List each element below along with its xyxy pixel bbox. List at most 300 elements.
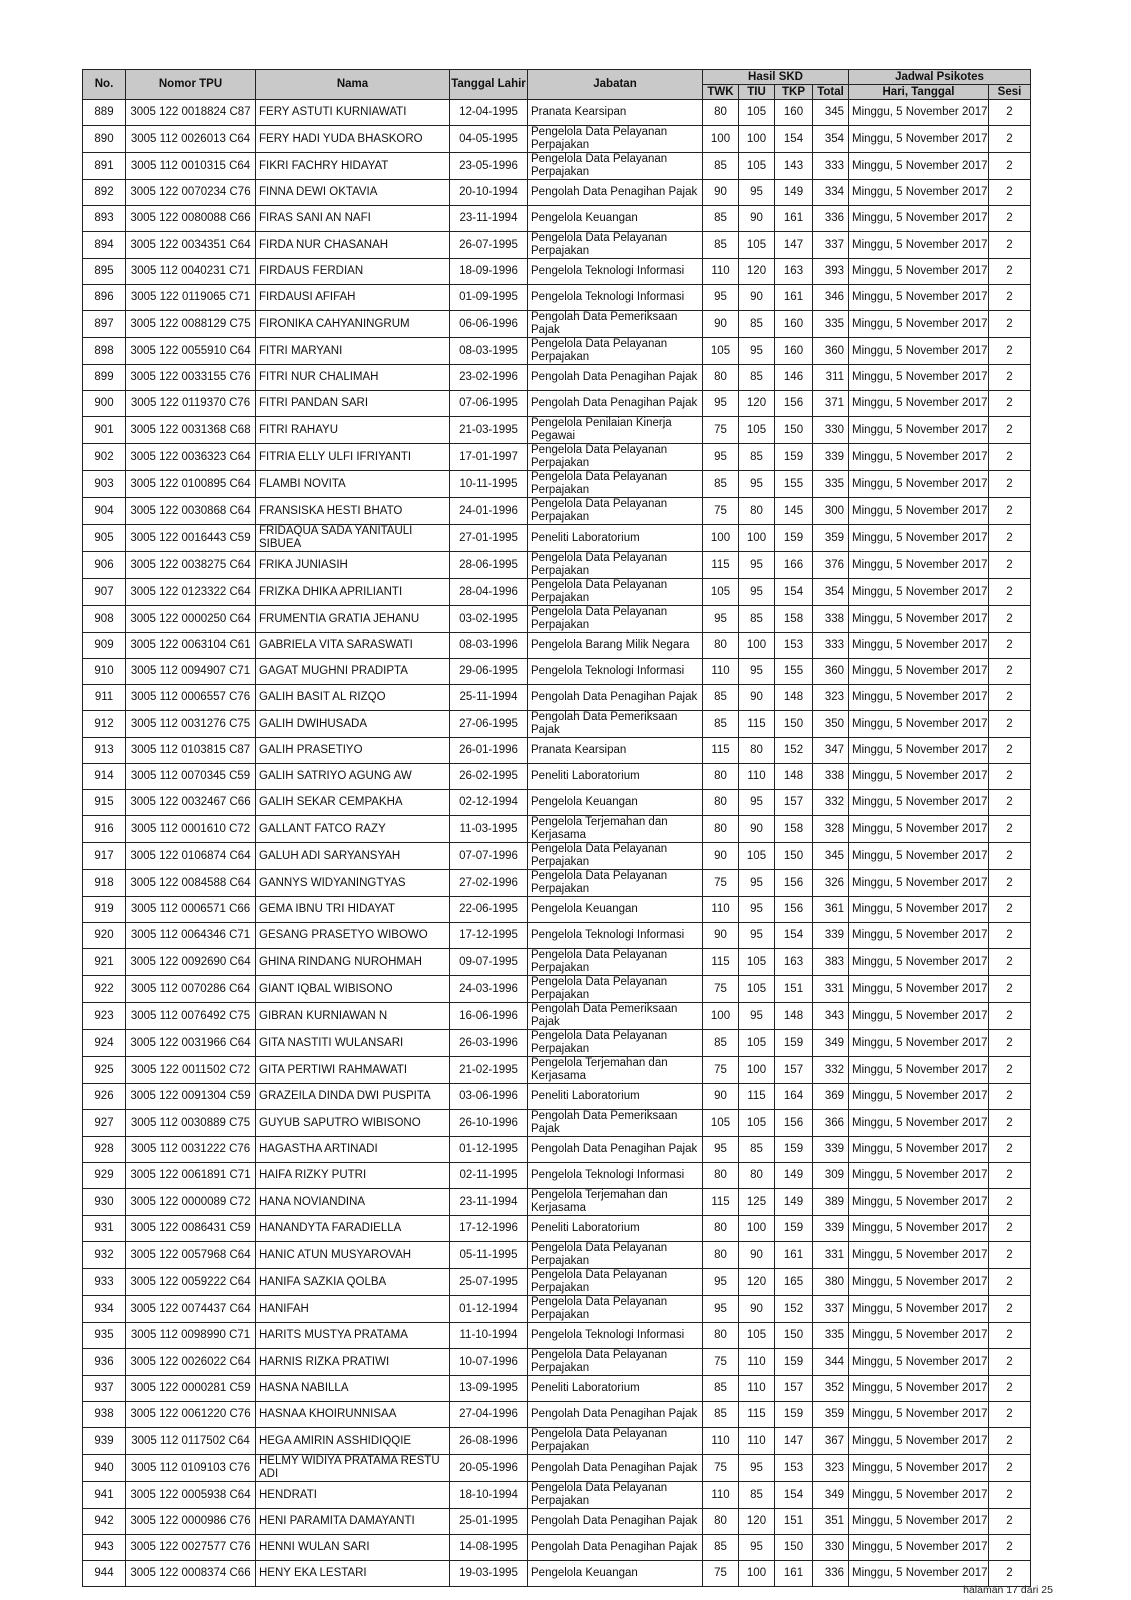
cell-sesi: 2 [989, 471, 1031, 498]
cell-nama: HANA NOVIANDINA [256, 1189, 450, 1216]
cell-tanggal-lahir: 23-05-1996 [450, 153, 528, 180]
cell-tiu: 100 [739, 1561, 775, 1587]
cell-nama: FIRDA NUR CHASANAH [256, 232, 450, 259]
cell-hari-tanggal: Minggu, 5 November 2017 [849, 365, 989, 391]
header-tkp: TKP [775, 85, 813, 100]
cell-nomor-tpu: 3005 122 0057968 C64 [126, 1242, 256, 1269]
cell-tanggal-lahir: 25-07-1995 [450, 1269, 528, 1296]
cell-twk: 80 [703, 1323, 739, 1349]
cell-nomor-tpu: 3005 122 0084588 C64 [126, 870, 256, 897]
cell-no: 924 [83, 1030, 126, 1057]
cell-jabatan: Pengelola Data Pelayanan Perpajakan [528, 1349, 703, 1376]
cell-sesi: 2 [989, 180, 1031, 206]
cell-tkp: 157 [775, 1057, 813, 1084]
cell-tiu: 85 [739, 444, 775, 471]
cell-tiu: 100 [739, 126, 775, 153]
cell-jabatan: Pengolah Data Pemeriksaan Pajak [528, 1110, 703, 1137]
table-row [83, 606, 1031, 633]
cell-sesi: 2 [989, 1030, 1031, 1057]
cell-nama: GEMA IBNU TRI HIDAYAT [256, 897, 450, 923]
cell-tiu: 115 [739, 711, 775, 738]
cell-nama: FIKRI FACHRY HIDAYAT [256, 153, 450, 180]
cell-nama: FLAMBI NOVITA [256, 471, 450, 498]
cell-tkp: 156 [775, 1110, 813, 1137]
cell-total: 393 [813, 259, 849, 285]
cell-nama: HELMY WIDIYA PRATAMA RESTU ADI [256, 1455, 450, 1482]
cell-jabatan: Pengelola Teknologi Informasi [528, 659, 703, 685]
cell-tanggal-lahir: 27-02-1996 [450, 870, 528, 897]
cell-jabatan: Pengolah Data Pemeriksaan Pajak [528, 311, 703, 338]
cell-nama: HANIFA SAZKIA QOLBA [256, 1269, 450, 1296]
cell-jabatan: Pengelola Data Pelayanan Perpajakan [528, 1482, 703, 1509]
cell-jabatan: Pengelola Keuangan [528, 206, 703, 232]
cell-hari-tanggal: Minggu, 5 November 2017 [849, 338, 989, 365]
cell-no: 909 [83, 633, 126, 659]
table-body [83, 100, 1031, 1587]
cell-twk: 95 [703, 1137, 739, 1163]
cell-no: 943 [83, 1535, 126, 1561]
cell-sesi: 2 [989, 870, 1031, 897]
cell-nama: HAGASTHA ARTINADI [256, 1137, 450, 1163]
cell-sesi: 2 [989, 1003, 1031, 1030]
cell-hari-tanggal: Minggu, 5 November 2017 [849, 1110, 989, 1137]
cell-nomor-tpu: 3005 112 0117502 C64 [126, 1428, 256, 1455]
cell-jabatan: Pengelola Data Pelayanan Perpajakan [528, 153, 703, 180]
cell-total: 331 [813, 976, 849, 1003]
cell-total: 334 [813, 180, 849, 206]
cell-total: 371 [813, 391, 849, 417]
cell-sesi: 2 [989, 1216, 1031, 1242]
cell-tiu: 95 [739, 579, 775, 606]
cell-no: 908 [83, 606, 126, 633]
cell-tiu: 95 [739, 897, 775, 923]
cell-sesi: 2 [989, 1482, 1031, 1509]
cell-total: 359 [813, 1402, 849, 1428]
cell-tkp: 164 [775, 1084, 813, 1110]
cell-hari-tanggal: Minggu, 5 November 2017 [849, 1482, 989, 1509]
cell-twk: 110 [703, 259, 739, 285]
cell-no: 925 [83, 1057, 126, 1084]
cell-tkp: 148 [775, 685, 813, 711]
cell-twk: 85 [703, 206, 739, 232]
cell-nomor-tpu: 3005 112 0026013 C64 [126, 126, 256, 153]
cell-nomor-tpu: 3005 122 0005938 C64 [126, 1482, 256, 1509]
cell-nomor-tpu: 3005 112 0010315 C64 [126, 153, 256, 180]
cell-tanggal-lahir: 07-06-1995 [450, 391, 528, 417]
cell-jabatan: Pengelola Keuangan [528, 790, 703, 816]
cell-nomor-tpu: 3005 112 0040231 C71 [126, 259, 256, 285]
cell-hari-tanggal: Minggu, 5 November 2017 [849, 417, 989, 444]
cell-nama: FITRI RAHAYU [256, 417, 450, 444]
cell-nama: HASNA NABILLA [256, 1376, 450, 1402]
cell-hari-tanggal: Minggu, 5 November 2017 [849, 1030, 989, 1057]
cell-no: 936 [83, 1349, 126, 1376]
cell-tanggal-lahir: 10-07-1996 [450, 1349, 528, 1376]
table-row [83, 1561, 1031, 1587]
cell-twk: 80 [703, 816, 739, 843]
cell-no: 942 [83, 1509, 126, 1535]
table-row [83, 1482, 1031, 1509]
header-jadwal-psikotes: Jadwal Psikotes [849, 70, 1031, 85]
cell-no: 935 [83, 1323, 126, 1349]
cell-hari-tanggal: Minggu, 5 November 2017 [849, 923, 989, 949]
cell-tiu: 120 [739, 1509, 775, 1535]
cell-sesi: 2 [989, 232, 1031, 259]
cell-nama: GALIH BASIT AL RIZQO [256, 685, 450, 711]
cell-twk: 90 [703, 311, 739, 338]
cell-tanggal-lahir: 20-05-1996 [450, 1455, 528, 1482]
cell-total: 338 [813, 764, 849, 790]
cell-sesi: 2 [989, 949, 1031, 976]
cell-nama: GALIH PRASETIYO [256, 738, 450, 764]
cell-tiu: 90 [739, 206, 775, 232]
cell-twk: 85 [703, 711, 739, 738]
cell-total: 354 [813, 126, 849, 153]
cell-nomor-tpu: 3005 112 0001610 C72 [126, 816, 256, 843]
table-row [83, 259, 1031, 285]
cell-jabatan: Pengolah Data Penagihan Pajak [528, 391, 703, 417]
cell-jabatan: Peneliti Laboratorium [528, 1376, 703, 1402]
cell-hari-tanggal: Minggu, 5 November 2017 [849, 232, 989, 259]
cell-twk: 85 [703, 1535, 739, 1561]
cell-total: 350 [813, 711, 849, 738]
cell-sesi: 2 [989, 1349, 1031, 1376]
cell-total: 330 [813, 1535, 849, 1561]
table-header [83, 70, 1031, 100]
cell-sesi: 2 [989, 417, 1031, 444]
cell-tiu: 100 [739, 1216, 775, 1242]
cell-nama: FIRONIKA CAHYANINGRUM [256, 311, 450, 338]
cell-tkp: 154 [775, 923, 813, 949]
cell-twk: 80 [703, 790, 739, 816]
cell-total: 366 [813, 1110, 849, 1137]
table-row [83, 552, 1031, 579]
table-row [83, 232, 1031, 259]
cell-tanggal-lahir: 17-01-1997 [450, 444, 528, 471]
cell-nama: FIRAS SANI AN NAFI [256, 206, 450, 232]
cell-sesi: 2 [989, 976, 1031, 1003]
cell-tanggal-lahir: 18-10-1994 [450, 1482, 528, 1509]
cell-tkp: 150 [775, 1535, 813, 1561]
cell-nama: FERY HADI YUDA BHASKORO [256, 126, 450, 153]
cell-nomor-tpu: 3005 122 0000986 C76 [126, 1509, 256, 1535]
cell-nama: GIANT IQBAL WIBISONO [256, 976, 450, 1003]
cell-tkp: 163 [775, 949, 813, 976]
table-row [83, 100, 1031, 126]
cell-tiu: 80 [739, 498, 775, 525]
cell-tkp: 156 [775, 897, 813, 923]
cell-twk: 85 [703, 471, 739, 498]
cell-total: 349 [813, 1030, 849, 1057]
cell-no: 902 [83, 444, 126, 471]
cell-tkp: 156 [775, 870, 813, 897]
table-row [83, 738, 1031, 764]
cell-nomor-tpu: 3005 122 0086431 C59 [126, 1216, 256, 1242]
cell-hari-tanggal: Minggu, 5 November 2017 [849, 153, 989, 180]
cell-jabatan: Pengelola Data Pelayanan Perpajakan [528, 444, 703, 471]
cell-jabatan: Pengelola Penilaian Kinerja Pegawai [528, 417, 703, 444]
cell-sesi: 2 [989, 1323, 1031, 1349]
cell-tanggal-lahir: 18-09-1996 [450, 259, 528, 285]
cell-no: 905 [83, 525, 126, 552]
cell-nama: HARNIS RIZKA PRATIWI [256, 1349, 450, 1376]
table-row [83, 1269, 1031, 1296]
cell-twk: 90 [703, 1084, 739, 1110]
table-row [83, 1296, 1031, 1323]
cell-tkp: 159 [775, 1030, 813, 1057]
header-sesi: Sesi [989, 85, 1031, 100]
cell-tkp: 159 [775, 1137, 813, 1163]
cell-sesi: 2 [989, 1509, 1031, 1535]
cell-nomor-tpu: 3005 122 0038275 C64 [126, 552, 256, 579]
cell-jabatan: Pengelola Teknologi Informasi [528, 1163, 703, 1189]
cell-tanggal-lahir: 07-07-1996 [450, 843, 528, 870]
cell-tkp: 158 [775, 816, 813, 843]
cell-hari-tanggal: Minggu, 5 November 2017 [849, 633, 989, 659]
cell-jabatan: Pengolah Data Penagihan Pajak [528, 685, 703, 711]
cell-sesi: 2 [989, 1084, 1031, 1110]
cell-no: 933 [83, 1269, 126, 1296]
cell-sesi: 2 [989, 897, 1031, 923]
cell-total: 360 [813, 338, 849, 365]
cell-tkp: 160 [775, 311, 813, 338]
cell-nama: FIRDAUS FERDIAN [256, 259, 450, 285]
cell-tkp: 151 [775, 1509, 813, 1535]
results-table [82, 69, 1031, 1587]
cell-tanggal-lahir: 13-09-1995 [450, 1376, 528, 1402]
cell-jabatan: Pengolah Data Penagihan Pajak [528, 1402, 703, 1428]
cell-nama: GIBRAN KURNIAWAN N [256, 1003, 450, 1030]
cell-no: 898 [83, 338, 126, 365]
table-row [83, 365, 1031, 391]
cell-nomor-tpu: 3005 122 0008374 C66 [126, 1561, 256, 1587]
cell-twk: 110 [703, 1482, 739, 1509]
table-row [83, 126, 1031, 153]
cell-tiu: 95 [739, 1535, 775, 1561]
cell-jabatan: Pranata Kearsipan [528, 100, 703, 126]
cell-jabatan: Pengelola Data Pelayanan Perpajakan [528, 1428, 703, 1455]
cell-tiu: 105 [739, 843, 775, 870]
cell-nama: GESANG PRASETYO WIBOWO [256, 923, 450, 949]
cell-twk: 105 [703, 338, 739, 365]
cell-hari-tanggal: Minggu, 5 November 2017 [849, 1163, 989, 1189]
cell-tanggal-lahir: 03-06-1996 [450, 1084, 528, 1110]
table-row [83, 498, 1031, 525]
header-jabatan: Jabatan [528, 70, 703, 100]
cell-tiu: 90 [739, 816, 775, 843]
cell-twk: 85 [703, 153, 739, 180]
cell-sesi: 2 [989, 1242, 1031, 1269]
cell-nama: GABRIELA VITA SARASWATI [256, 633, 450, 659]
cell-nama: HENNI WULAN SARI [256, 1535, 450, 1561]
header-tanggal-lahir: Tanggal Lahir [450, 70, 528, 100]
cell-tiu: 120 [739, 391, 775, 417]
cell-total: 300 [813, 498, 849, 525]
cell-twk: 85 [703, 685, 739, 711]
cell-nomor-tpu: 3005 122 0000089 C72 [126, 1189, 256, 1216]
cell-no: 910 [83, 659, 126, 685]
cell-tanggal-lahir: 25-01-1995 [450, 1509, 528, 1535]
cell-no: 922 [83, 976, 126, 1003]
cell-total: 326 [813, 870, 849, 897]
cell-twk: 75 [703, 1455, 739, 1482]
cell-tkp: 153 [775, 1455, 813, 1482]
cell-hari-tanggal: Minggu, 5 November 2017 [849, 1561, 989, 1587]
cell-tanggal-lahir: 02-12-1994 [450, 790, 528, 816]
cell-hari-tanggal: Minggu, 5 November 2017 [849, 659, 989, 685]
header-total: Total [813, 85, 849, 100]
cell-tanggal-lahir: 16-06-1996 [450, 1003, 528, 1030]
cell-tiu: 90 [739, 1296, 775, 1323]
cell-tiu: 95 [739, 1455, 775, 1482]
cell-tanggal-lahir: 01-12-1994 [450, 1296, 528, 1323]
cell-tiu: 105 [739, 976, 775, 1003]
cell-nama: FITRI PANDAN SARI [256, 391, 450, 417]
cell-tiu: 95 [739, 1003, 775, 1030]
cell-twk: 90 [703, 843, 739, 870]
cell-nomor-tpu: 3005 112 0031222 C76 [126, 1137, 256, 1163]
cell-nomor-tpu: 3005 122 0092690 C64 [126, 949, 256, 976]
cell-twk: 75 [703, 1561, 739, 1587]
cell-hari-tanggal: Minggu, 5 November 2017 [849, 1084, 989, 1110]
cell-jabatan: Peneliti Laboratorium [528, 1216, 703, 1242]
cell-nomor-tpu: 3005 122 0031966 C64 [126, 1030, 256, 1057]
cell-tiu: 95 [739, 870, 775, 897]
cell-sesi: 2 [989, 1428, 1031, 1455]
cell-tkp: 155 [775, 659, 813, 685]
cell-no: 906 [83, 552, 126, 579]
cell-hari-tanggal: Minggu, 5 November 2017 [849, 259, 989, 285]
table-row [83, 1376, 1031, 1402]
cell-total: 345 [813, 843, 849, 870]
cell-no: 911 [83, 685, 126, 711]
cell-sesi: 2 [989, 1376, 1031, 1402]
cell-tkp: 159 [775, 525, 813, 552]
cell-twk: 90 [703, 923, 739, 949]
cell-nama: FINNA DEWI OKTAVIA [256, 180, 450, 206]
cell-sesi: 2 [989, 923, 1031, 949]
cell-no: 893 [83, 206, 126, 232]
cell-jabatan: Pengelola Terjemahan dan Kerjasama [528, 816, 703, 843]
cell-total: 328 [813, 816, 849, 843]
cell-tiu: 90 [739, 285, 775, 311]
cell-hari-tanggal: Minggu, 5 November 2017 [849, 180, 989, 206]
cell-nama: FITRIA ELLY ULFI IFRIYANTI [256, 444, 450, 471]
cell-tkp: 159 [775, 1402, 813, 1428]
cell-nomor-tpu: 3005 122 0080088 C66 [126, 206, 256, 232]
cell-nomor-tpu: 3005 122 0000250 C64 [126, 606, 256, 633]
cell-twk: 85 [703, 1402, 739, 1428]
cell-total: 380 [813, 1269, 849, 1296]
cell-twk: 100 [703, 126, 739, 153]
cell-jabatan: Pengelola Barang Milik Negara [528, 633, 703, 659]
cell-nama: GALIH DWIHUSADA [256, 711, 450, 738]
cell-jabatan: Pengelola Data Pelayanan Perpajakan [528, 471, 703, 498]
cell-jabatan: Pengolah Data Penagihan Pajak [528, 365, 703, 391]
cell-hari-tanggal: Minggu, 5 November 2017 [849, 843, 989, 870]
cell-total: 332 [813, 790, 849, 816]
table-row [83, 285, 1031, 311]
cell-nomor-tpu: 3005 122 0074437 C64 [126, 1296, 256, 1323]
cell-hari-tanggal: Minggu, 5 November 2017 [849, 1535, 989, 1561]
cell-tanggal-lahir: 27-04-1996 [450, 1402, 528, 1428]
cell-nomor-tpu: 3005 122 0063104 C61 [126, 633, 256, 659]
cell-twk: 80 [703, 100, 739, 126]
cell-hari-tanggal: Minggu, 5 November 2017 [849, 525, 989, 552]
cell-jabatan: Pengelola Data Pelayanan Perpajakan [528, 338, 703, 365]
cell-hari-tanggal: Minggu, 5 November 2017 [849, 976, 989, 1003]
cell-tanggal-lahir: 04-05-1995 [450, 126, 528, 153]
header-nomor-tpu: Nomor TPU [126, 70, 256, 100]
cell-nama: HASNAA KHOIRUNNISAA [256, 1402, 450, 1428]
cell-nama: HANANDYTA FARADIELLA [256, 1216, 450, 1242]
cell-total: 336 [813, 1561, 849, 1587]
cell-tanggal-lahir: 28-06-1995 [450, 552, 528, 579]
cell-hari-tanggal: Minggu, 5 November 2017 [849, 1216, 989, 1242]
cell-total: 349 [813, 1482, 849, 1509]
cell-twk: 95 [703, 391, 739, 417]
cell-jabatan: Pengelola Terjemahan dan Kerjasama [528, 1057, 703, 1084]
table-row [83, 1509, 1031, 1535]
cell-tkp: 150 [775, 711, 813, 738]
cell-nama: FRANSISKA HESTI BHATO [256, 498, 450, 525]
cell-jabatan: Peneliti Laboratorium [528, 525, 703, 552]
cell-total: 330 [813, 417, 849, 444]
cell-tanggal-lahir: 27-06-1995 [450, 711, 528, 738]
cell-nomor-tpu: 3005 112 0070345 C59 [126, 764, 256, 790]
cell-twk: 100 [703, 1003, 739, 1030]
cell-tkp: 157 [775, 1376, 813, 1402]
cell-nama: GALIH SEKAR CEMPAKHA [256, 790, 450, 816]
cell-tiu: 80 [739, 738, 775, 764]
cell-sesi: 2 [989, 1269, 1031, 1296]
cell-tiu: 90 [739, 1242, 775, 1269]
cell-nama: GANNYS WIDYANINGTYAS [256, 870, 450, 897]
cell-total: 376 [813, 552, 849, 579]
cell-sesi: 2 [989, 498, 1031, 525]
cell-tanggal-lahir: 11-03-1995 [450, 816, 528, 843]
cell-twk: 80 [703, 365, 739, 391]
cell-tkp: 158 [775, 606, 813, 633]
cell-total: 323 [813, 1455, 849, 1482]
table-row [83, 870, 1031, 897]
cell-jabatan: Pengelola Data Pelayanan Perpajakan [528, 498, 703, 525]
cell-hari-tanggal: Minggu, 5 November 2017 [849, 1323, 989, 1349]
cell-total: 347 [813, 738, 849, 764]
table-row [83, 444, 1031, 471]
cell-sesi: 2 [989, 633, 1031, 659]
cell-tkp: 149 [775, 1189, 813, 1216]
cell-total: 323 [813, 685, 849, 711]
table-row [83, 471, 1031, 498]
cell-nama: GALIH SATRIYO AGUNG AW [256, 764, 450, 790]
cell-nama: FIRDAUSI AFIFAH [256, 285, 450, 311]
header-tiu: TIU [739, 85, 775, 100]
cell-sesi: 2 [989, 311, 1031, 338]
cell-nama: FRIKA JUNIASIH [256, 552, 450, 579]
cell-tanggal-lahir: 01-12-1995 [450, 1137, 528, 1163]
cell-jabatan: Pengelola Teknologi Informasi [528, 285, 703, 311]
cell-tiu: 105 [739, 1110, 775, 1137]
cell-no: 929 [83, 1163, 126, 1189]
cell-tkp: 161 [775, 1242, 813, 1269]
table-row [83, 391, 1031, 417]
cell-sesi: 2 [989, 1535, 1031, 1561]
cell-twk: 80 [703, 1509, 739, 1535]
table-row [83, 1402, 1031, 1428]
cell-tkp: 161 [775, 206, 813, 232]
cell-sesi: 2 [989, 259, 1031, 285]
